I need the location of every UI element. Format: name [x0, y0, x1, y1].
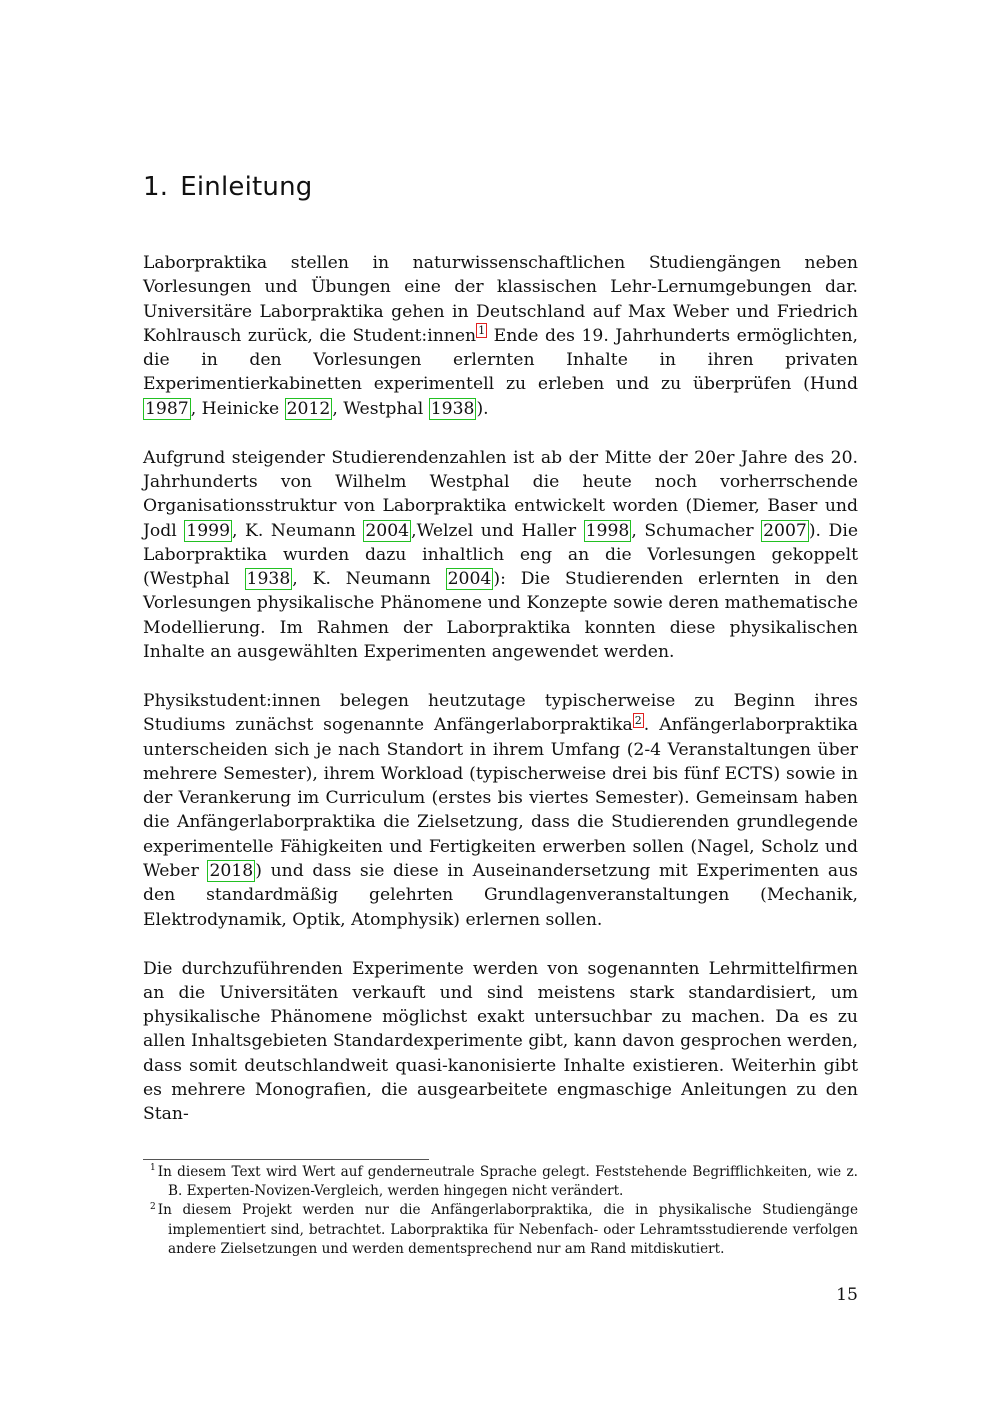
text-run: ) und dass sie diese in Auseinandersetzung mit Experimenten aus den standardmäßig gelehrten Grundlagenveranstaltungen (Mechanik, Elektrodynamik, Optik, Atomphysik) erlernen sollen. — [143, 861, 858, 930]
text-run: ,Welzel und Haller — [411, 520, 584, 541]
text-run: , Heinicke — [190, 398, 285, 419]
text-run: Ende des 19. Jahrhunderts ermöglichten, die in den Vorlesungen erlernten Inhalte in ihren privaten Experimentierkabinetten experimentell zu erleben und zu überprüfen (Hund — [143, 325, 858, 395]
text-run: Aufgrund steigender Studierendenzahlen ist ab der Mitte der 20er Jahre des 20. Jahrhunderts von Wilhelm Westphal die heute noch vorherrschende Organisationsstruktur von Laborpraktika entwickelt worden (Diemer, Baser und Jodl — [143, 447, 858, 541]
text-run: , K. Neumann — [232, 520, 364, 541]
citation-link[interactable]: 2004 — [365, 520, 410, 541]
paragraph-4 — [143, 957, 858, 1127]
citation-link[interactable]: 1987 — [145, 398, 189, 419]
citation-link[interactable]: 2004 — [447, 569, 492, 590]
footnote-mark: 2 — [150, 1201, 156, 1212]
paragraph-1 — [143, 251, 858, 421]
text-run: , Schumacher — [631, 520, 762, 541]
footnote-2 — [150, 1201, 858, 1259]
citation-link[interactable]: 2007 — [763, 520, 807, 541]
citation-link[interactable]: 1938 — [430, 398, 475, 419]
footnotes — [150, 1163, 858, 1259]
citation-link[interactable]: 1999 — [186, 520, 231, 541]
text-run: Laborpraktika stellen in naturwissenschaftlichen Studiengängen neben Vorlesungen und Übungen eine der klassischen Lehr-Lernumgebungen dar. Universitäre Laborpraktika gehen in Deutschland auf Max Weber und Friedrich Kohlrausch zurück, die Student:innen — [143, 253, 858, 346]
footnote-1 — [150, 1163, 858, 1201]
text-run: , Westphal — [332, 398, 429, 419]
footnote-ref-1[interactable]: 1 — [478, 324, 486, 338]
body-text — [143, 251, 858, 1151]
text-run: ). — [476, 398, 489, 419]
citation-link[interactable]: 2012 — [286, 398, 331, 419]
text-run: Die durchzuführenden Experimente werden von sogenannten Lehrmittelfirmen an die Universitäten verkauft und sind meistens stark standardisiert, um physikalische Phänomene möglichst exakt untersuchbar zu machen. Da es zu allen Inhaltsgebieten Standardexperimente gibt, kann davon gesprochen werden, dass somit deutschlandweit quasi-kanonisierte Inhalte existieren. Weiterhin gibt es mehrere Monografien, die ausgearbeitete engmaschige Anleitungen zu den Stan- — [143, 958, 858, 1125]
section-heading — [143, 172, 312, 202]
paragraph-2 — [143, 446, 858, 665]
text-run: , K. Neumann — [292, 569, 446, 590]
citation-link[interactable]: 2018 — [209, 861, 254, 882]
section-title: Einleitung — [180, 172, 313, 202]
citation-link[interactable]: 1998 — [585, 520, 630, 541]
text-run: Physikstudent:innen belegen heutzutage typischerweise zu Beginn ihres Studiums zunächst sogenannte Anfängerlaborpraktika — [143, 690, 858, 736]
citation-link[interactable]: 1938 — [246, 569, 291, 590]
footnote-mark: 1 — [150, 1163, 156, 1174]
footnote-divider — [143, 1159, 429, 1160]
footnote-ref-2[interactable]: 2 — [634, 713, 642, 727]
text-run: ): Die Studierenden erlernten in den Vorlesungen physikalische Phänomene und Konzepte sowie deren mathematische Modellierung. Im Rahmen der Laborpraktika konnten diese physikalischen Inhalte an ausgewählten Experimenten angewendet werden. — [143, 569, 859, 663]
text-run: . Anfängerlaborpraktika unterscheiden sich je nach Standort in ihrem Umfang (2-4 Veranstaltungen über mehrere Semester), ihrem Workload (typischerweise drei bis fünf ECTS) sowie in der Verankerung im Curriculum (erstes bis viertes Semester). Gemeinsam haben die Anfängerlaborpraktika die Zielsetzung, dass die Studierenden grundlegende experimentelle Fähigkeiten und Fertigkeiten erwerben sollen (Nagel, Scholz und Weber — [143, 715, 859, 882]
text-run: ). Die Laborpraktika wurden dazu inhaltlich eng an die Vorlesungen gekoppelt (Westphal — [143, 520, 858, 590]
paragraph-3 — [143, 689, 858, 932]
section-number: 1. — [143, 172, 169, 202]
page-number: 15 — [836, 1285, 858, 1305]
footnote-text: In diesem Projekt werden nur die Anfängerlaborpraktika, die in physikalische Studiengänge implementiert sind, betrachtet. Laborpraktika für Nebenfach- oder Lehramtsstudierende verfolgen andere Zielsetzungen und werden dementsprechend nur am Rand mitdiskutiert. — [157, 1202, 858, 1257]
footnote-text: In diesem Text wird Wert auf genderneutrale Sprache gelegt. Feststehende Begrifflichkeiten, wie z. B. Experten-Novizen-Vergleich, werden hingegen nicht verändert. — [157, 1164, 858, 1200]
